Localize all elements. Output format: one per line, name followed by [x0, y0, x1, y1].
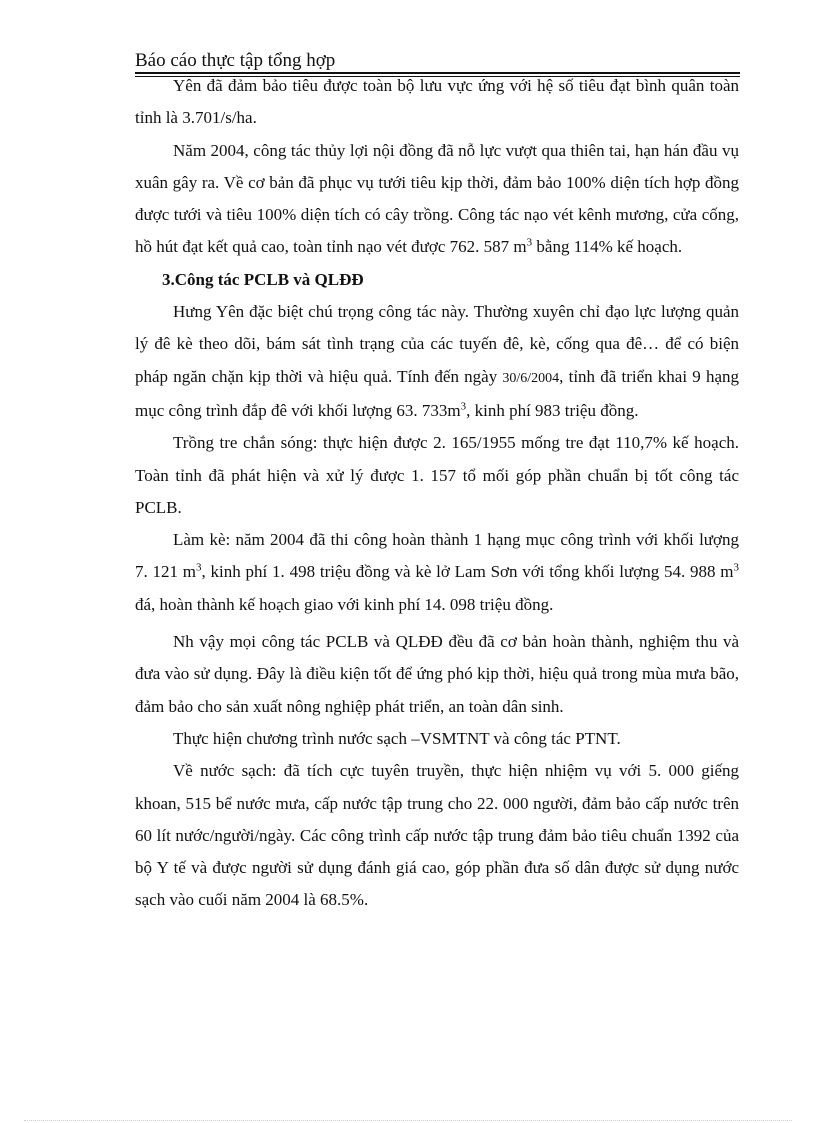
paragraph-text: Làm kè: năm 2004 đã thi công hoàn thành 1 hạng mục công trình với khối lượng 7. 121 m	[135, 530, 739, 582]
paragraph-clean-water: Về nước sạch: đã tích cực tuyên truyền, thực hiện nhiệm vụ với 5. 000 giếng khoan, 515 bể nước mưa, cấp nước tập trung cho 22. 000 người, đảm bảo cấp nước trên 60 lít nước/người/ngày. Các công trình cấp nước tập trung đảm bảo tiêu chuẩn 1392 của bộ Y tế và được người sử dụng đánh giá cao, góp phần đưa số dân được sử dụng nước sạch vào cuối năm 2004 là 68.5%.	[135, 761, 739, 910]
paragraph-drainage: Yên đã đảm bảo tiêu được toàn bộ lưu vực ứng với hệ số tiêu đạt bình quân toàn tỉnh là 3.701/s/ha.	[135, 76, 739, 128]
header-title: Báo cáo thực tập tổng hợp	[135, 50, 336, 71]
paragraph-bamboo-planting: Trồng tre chắn sóng: thực hiện được 2. 165/1955 mống tre đạt 110,7% kế hoạch. Toàn tỉnh đã phát hiện và xử lý được 1. 157 tổ mối góp phần chuẩn bị tốt công tác PCLB.	[135, 433, 739, 517]
superscript-unit: 3	[526, 236, 533, 249]
paragraph-text: , kinh phí 983 triệu đồng.	[466, 400, 639, 420]
paragraph-embankment	[135, 524, 739, 621]
paragraph-text: , tỉnh đã triển khai 9 hạng mục công trình đắp đê với khối lượng 63. 733m	[135, 366, 739, 420]
paragraph-text: , kinh phí 1. 498 triệu đồng và kè lở Lam Sơn với tổng khối lượng 54. 988 m	[201, 562, 734, 582]
superscript-unit: 3	[460, 400, 467, 413]
date-text: 30/6/2004	[502, 370, 560, 386]
paragraph-text: đá, hoàn thành kế hoạch giao với kinh phí 14. 098 triệu đồng.	[135, 594, 554, 614]
paragraph-text: Năm 2004, công tác thủy lợi nội đồng đã nỗ lực vượt qua thiên tai, hạn hán đầu vụ xuân gây ra. Về cơ bản đã phục vụ tưới tiêu kịp thời, đảm bảo 100% diện tích hợp đồng được tưới và tiêu 100% diện tích có cây trồng. Công tác nạo vét kênh mương, cửa cống, hồ hút đạt kết quả cao, toàn tỉnh nạo vét được 762. 587 m	[135, 140, 739, 257]
paragraph-clean-water-program: Thực hiện chương trình nước sạch –VSMTNT và công tác PTNT.	[173, 728, 621, 748]
paragraph-text: bằng 114% kế hoạch.	[532, 237, 683, 257]
paragraph-dyke-management	[135, 296, 739, 427]
section-heading: 3.Công tác PCLB và QLĐĐ	[162, 269, 364, 289]
paragraph-irrigation-2004	[135, 135, 739, 264]
paragraph-text: Hưng Yên đặc biệt chú trọng công tác này. Thường xuyên chỉ đạo lực lượng quản lý đê kè theo dõi, bám sát tình trạng của các tuyến đê, kè, cống qua đê… để có biện pháp ngăn chặn kịp thời và hiệu quả. Tính đến ngày	[135, 302, 739, 386]
page-bottom-border	[24, 1120, 792, 1121]
superscript-unit: 3	[196, 561, 202, 574]
paragraph-summary: Nh vậy mọi công tác PCLB và QLĐĐ đều đã cơ bản hoàn thành, nghiệm thu và đưa vào sử dụng. Đây là điều kiện tốt để ứng phó kịp thời, hiệu quả trong mùa mưa bão, đảm bảo cho sản xuất nông nghiệp phát triển, an toàn dân sinh.	[135, 632, 739, 716]
document-body	[135, 70, 739, 917]
superscript-unit: 3	[733, 561, 739, 574]
